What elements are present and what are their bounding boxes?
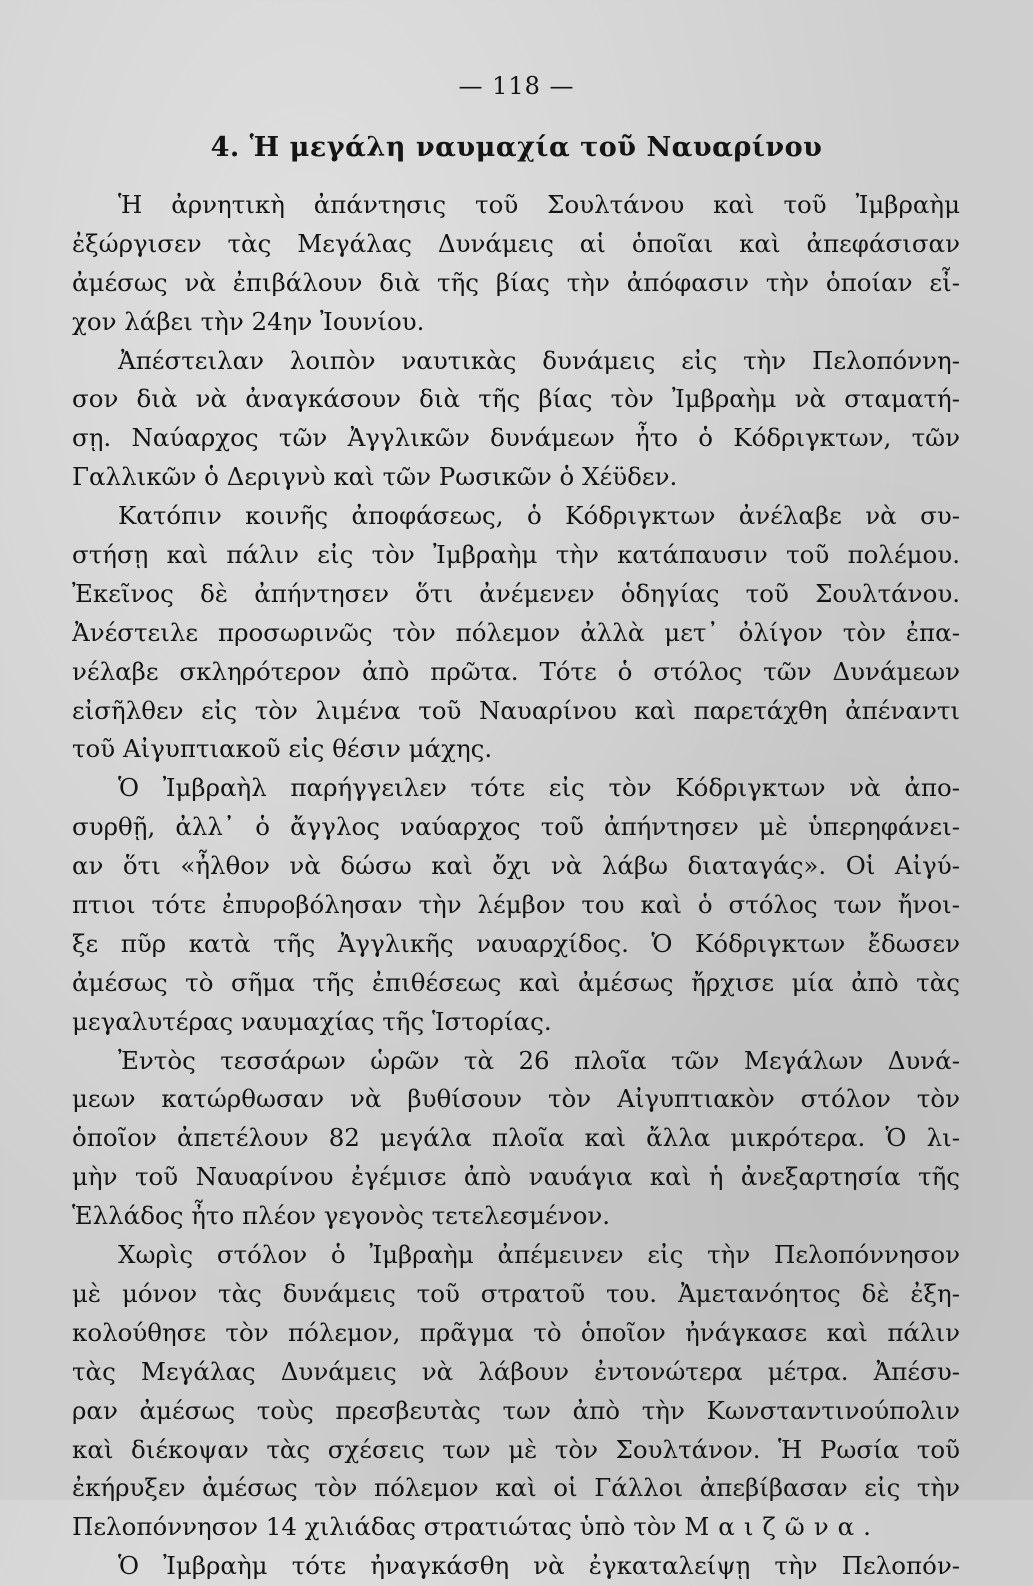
text-line [72, 575, 960, 614]
text-line [72, 1353, 960, 1392]
text-line-content: ἐκήρυξεν ἀμέσως τὸν πόλεμον καὶ οἱ Γάλλοι ἀπεβίβασαν εἰς τὴν [72, 1473, 960, 1503]
text-line [72, 1275, 960, 1314]
text-line-content: ραν ἀμέσως τοὺς πρεσβευτὰς των ἀπὸ τὴν Κωνσταντινούπολιν [72, 1395, 960, 1425]
text-line [72, 1508, 960, 1547]
text-line [72, 264, 960, 303]
text-line [72, 730, 960, 769]
text-line-content: κολούθησε τὸν πόλεμον, πρᾶγμα τὸ ὁποῖον ἠνάγκασε καὶ πάλιν [72, 1317, 960, 1347]
text-line-content: σον διὰ νὰ ἀναγκάσουν διὰ τῆς βίας τὸν Ἰμβραὴμ νὰ σταματή- [72, 384, 960, 414]
text-line-content: Γαλλικῶν ὁ Δεριγνὺ καὶ τῶν Ρωσικῶν ὁ Χέϋδεν. [72, 462, 678, 492]
text-line-content: αν ὅτι «ἦλθον νὰ δώσω καὶ ὄχι νὰ λάβω διαταγάς». Οἱ Αἰγύ- [72, 851, 960, 881]
text-line [72, 497, 960, 536]
text-line-content: τοῦ Αἰγυπτιακοῦ εἰς θέσιν μάχης. [72, 734, 493, 764]
text-line-content: Ἑλλάδος ἦτο πλέον γεγονὸς τετελεσμένον. [72, 1201, 611, 1231]
text-line-content: Ἐντὸς τεσσάρων ὡρῶν τὰ 26 πλοῖα τῶν Μεγάλων Δυνά- [118, 1045, 960, 1075]
text-line [72, 380, 960, 419]
text-line [72, 458, 960, 497]
text-line-content: ἀμέσως τὸ σῆμα τῆς ἐπιθέσεως καὶ ἀμέσως ἤρχισε μία ἀπὸ τὰς [72, 967, 960, 997]
text-line [72, 1314, 960, 1353]
text-line [72, 419, 960, 458]
text-line-content: μὲ μόνον τὰς δυνάμεις τοῦ στρατοῦ του. Ἀμετανόητος δὲ ἐξη- [72, 1278, 960, 1308]
text-line-content: χον λάβει τὴν 24ην Ἰουνίου. [72, 306, 425, 336]
text-line [72, 769, 960, 808]
text-line-content: σῃ. Ναύαρχος τῶν Ἀγγλικῶν δυνάμεων ἦτο ὁ Κόδριγκτων, τῶν [72, 423, 960, 453]
text-line-content: ἀμέσως νὰ ἐπιβάλουν διὰ τῆς βίας τὴν ἀπόφασιν τὴν ὁποίαν εἶ- [72, 267, 960, 297]
text-line-content: Ὁ Ἰμβραὴλ παρήγγειλεν τότε εἰς τὸν Κόδριγκτων νὰ ἀπο- [118, 773, 960, 803]
text-line [72, 536, 960, 575]
chapter-title: 4. Ἡ μεγάλη ναυμαχία τοῦ Ναυαρίνου [210, 132, 823, 163]
body-text [72, 186, 960, 1586]
text-line [72, 692, 960, 731]
text-line [72, 1003, 960, 1042]
text-line [72, 1119, 960, 1158]
text-line [72, 1158, 960, 1197]
text-line-content: ἐξώργισεν τὰς Μεγάλας Δυνάμεις αἱ ὁποῖαι καὶ ἀπεφάσισαν [72, 228, 960, 258]
text-line [72, 1042, 960, 1081]
text-line [72, 1392, 960, 1431]
text-line [72, 1547, 960, 1586]
text-line-content: ὁποῖον ἀπετέλουν 82 μεγάλα πλοῖα καὶ ἄλλα μικρότερα. Ὁ λι- [72, 1123, 960, 1153]
text-line-content: πτιοι τότε ἐπυροβόλησαν τὴν λέμβον του καὶ ὁ στόλος των ἤνοι- [72, 890, 960, 920]
text-line [72, 808, 960, 847]
text-line-content: μεγαλυτέρας ναυμαχίας τῆς Ἱστορίας. [72, 1006, 552, 1036]
text-line [72, 653, 960, 692]
text-line-content: μὴν τοῦ Ναυαρίνου ἐγέμισε ἀπὸ ναυάγια καὶ ἡ ἀνεξαρτησία τῆς [72, 1162, 960, 1192]
text-line [72, 964, 960, 1003]
text-line-content: Ἀνέστειλε προσωρινῶς τὸν πόλεμον ἀλλὰ μετ᾽ ὀλίγον τὸν ἐπα- [72, 617, 960, 647]
text-line [72, 1469, 960, 1508]
text-line-content: Ἀπέστειλαν λοιπὸν ναυτικὰς δυνάμεις εἰς τὴν Πελοπόννη- [118, 345, 960, 375]
text-line-content: Κατόπιν κοινῆς ἀποφάσεως, ὁ Κόδριγκτων ἀνέλαβε νὰ συ- [118, 501, 960, 531]
text-line [72, 186, 960, 225]
text-line [72, 925, 960, 964]
text-line [72, 342, 960, 381]
text-line [72, 847, 960, 886]
page-number: — 118 — [458, 72, 575, 100]
text-line [72, 225, 960, 264]
text-line-content: μεων κατώρθωσαν νὰ βυθίσουν τὸν Αἰγυπτιακὸν στόλον τὸν [72, 1084, 960, 1114]
text-line-content: νέλαβε σκληρότερον ἀπὸ πρῶτα. Τότε ὁ στόλος τῶν Δυνάμεων [72, 656, 960, 686]
text-line [72, 303, 960, 342]
text-line-content: καὶ διέκοψαν τὰς σχέσεις των μὲ τὸν Σουλτάνον. Ἡ Ρωσία τοῦ [72, 1434, 960, 1464]
text-line-content: ξε πῦρ κατὰ τῆς Ἀγγλικῆς ναυαρχίδος. Ὁ Κόδριγκτων ἔδωσεν [72, 928, 960, 958]
text-line-content: στήσῃ καὶ πάλιν εἰς τὸν Ἰμβραὴμ τὴν κατάπαυσιν τοῦ πολέμου. [72, 540, 960, 570]
text-line [72, 886, 960, 925]
text-line-content: Ἡ ἀρνητικὴ ἀπάντησις τοῦ Σουλτάνου καὶ τοῦ Ἰμβραὴμ [118, 190, 960, 219]
text-line-content: Ὁ Ἰμβραὴμ τότε ἠναγκάσθη νὰ ἐγκαταλείψῃ τὴν Πελοπόν- [118, 1551, 960, 1581]
text-line-content: συρθῇ, ἀλλ᾽ ὁ ἄγγλος ναύαρχος τοῦ ἀπήντησεν μὲ ὑπερηφάνει- [72, 812, 960, 842]
text-line [72, 1080, 960, 1119]
text-line-content: Πελοπόννησον 14 χιλιάδας στρατιώτας ὑπὸ τὸν [72, 1512, 677, 1542]
text-line [72, 1431, 960, 1470]
text-line [72, 1236, 960, 1275]
text-line-content: Ἐκεῖνος δὲ ἀπήντησεν ὅτι ἀνέμενεν ὁδηγίας τοῦ Σουλτάνου. [72, 578, 960, 608]
text-line [72, 1197, 960, 1236]
text-line-content: τὰς Μεγάλας Δυνάμεις νὰ λάβουν ἐντονώτερα μέτρα. Ἀπέσυ- [72, 1356, 960, 1386]
text-line-content: Χωρὶς στόλον ὁ Ἰμβραὴμ ἀπέμεινεν εἰς τὴν Πελοπόννησον [118, 1240, 960, 1270]
text-line [72, 614, 960, 653]
text-line-content: εἰσῆλθεν εἰς τὸν λιμένα τοῦ Ναυαρίνου καὶ παρετάχθη ἀπέναντι [72, 695, 960, 725]
spaced-name: Μαιζῶνα. [684, 1512, 880, 1542]
